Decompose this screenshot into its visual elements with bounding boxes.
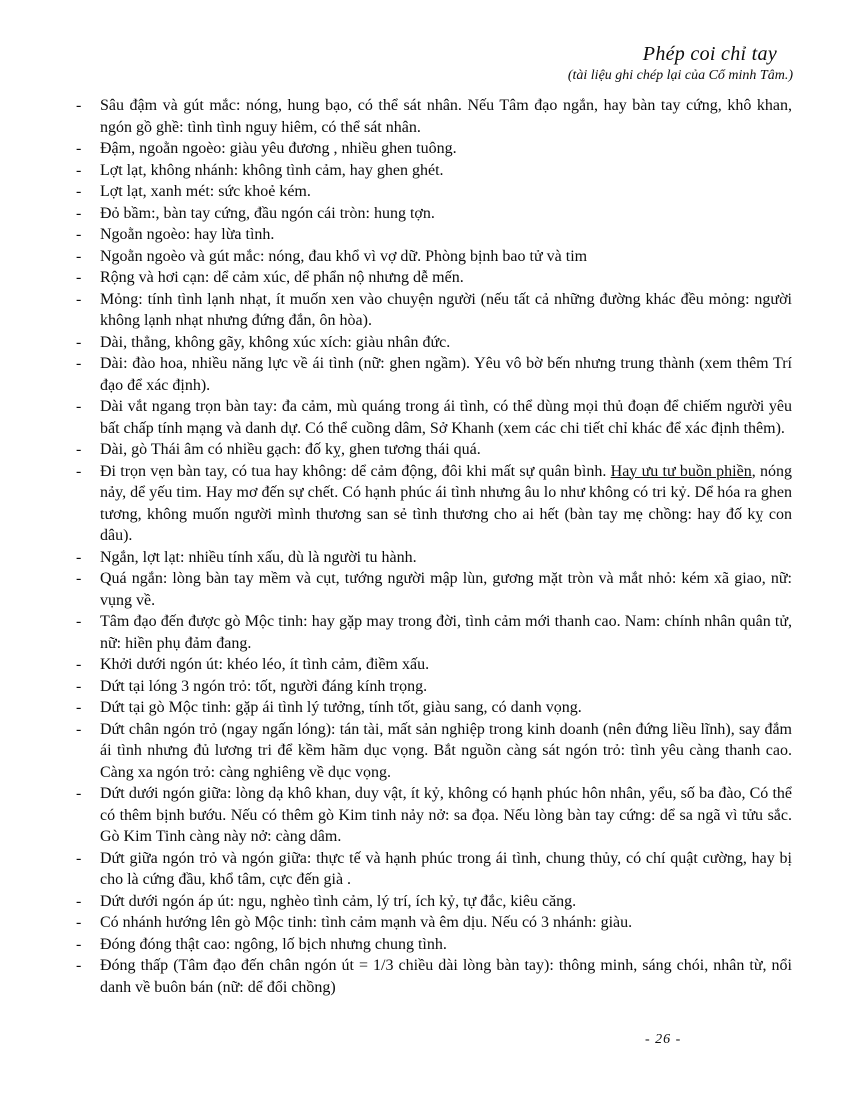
bullet-dash: -	[76, 269, 82, 286]
bullet-dash: -	[76, 183, 82, 200]
list-item-text	[100, 183, 311, 200]
bullet-dash: -	[76, 720, 82, 738]
text-segment: Dài vắt ngang trọn bàn tay: đa cảm, mù quáng trong ái tình, có thể dùng mọi thủ đoạn để chiếm người yêu bất chấp tính mạng và danh dự. Có thể cuồng dâm, Sở Khanh (xem các chi tiết chỉ khác để xác định thêm).	[100, 398, 792, 437]
document-subtitle: (tài liệu ghi chép lại của Cổ minh Tâm.)	[567, 68, 793, 83]
text-segment: Tâm đạo đến được gò Mộc tinh: hay gặp may trong đời, tình cảm mới thanh cao. Nam: chính nhân quân tử, nữ: hiền phụ đảm đang.	[100, 613, 792, 652]
list-item	[76, 332, 792, 354]
list-item	[76, 461, 792, 547]
text-segment: Ngắn, lợt lạt: nhiều tính xấu, dù là người tu hành.	[100, 548, 417, 566]
text-segment: Dứt giữa ngón trỏ và ngón giữa: thực tế và hạnh phúc trong ái tình, chung thủy, có chí quật cường, hay bị cho là cứng đầu, khổ tâm, cực đến già .	[100, 849, 792, 888]
text-segment: Dứt tại lóng 3 ngón trỏ: tốt, người đáng kính trọng.	[100, 677, 428, 695]
bullet-dash: -	[76, 398, 82, 415]
list-item-text	[100, 699, 582, 716]
list-item-text	[100, 226, 274, 243]
document-body	[76, 95, 792, 998]
list-item	[76, 439, 792, 461]
underlined-text-segment: Hay ưu tư buồn phiền	[610, 462, 752, 480]
bullet-dash: -	[76, 656, 82, 673]
list-item-text	[100, 248, 587, 265]
list-item-text	[100, 850, 792, 889]
bullet-dash: -	[76, 355, 82, 372]
text-segment: Đi trọn vẹn bàn tay, có tua hay không: dể cảm động, đôi khi mất sự quân bình.	[100, 462, 611, 480]
bullet-dash: -	[76, 290, 82, 308]
list-item	[76, 955, 792, 998]
list-item-text	[100, 398, 792, 437]
text-segment: Dài, thẳng, không gãy, không xúc xích: giàu nhân đức.	[100, 333, 451, 351]
list-item-text	[100, 334, 450, 351]
text-segment: Ngoằn ngoèo và gút mắc: nóng, đau khổ vì vợ dữ. Phòng bịnh bao tử và tim	[100, 247, 588, 265]
bullet-dash: -	[76, 441, 82, 458]
list-item	[76, 611, 792, 654]
text-segment: Đóng thấp (Tâm đạo đến chân ngón út = 1/3 chiều dài lòng bàn tay): thông minh, sáng chói, nhân từ, nổi danh về buôn bán (nữ: dể đổi chồng)	[100, 957, 792, 996]
list-item	[76, 719, 792, 784]
text-segment: Rộng và hơi cạn: dể cảm xúc, dể phẩn nộ nhưng dễ mến.	[100, 269, 464, 286]
list-item-text	[100, 97, 792, 136]
text-segment: Sâu đậm và gút mắc: nóng, hung bạo, có thể sát nhân. Nếu Tâm đạo ngắn, hay bàn tay cứng, khô khan, ngón gồ ghề: tình tình nguy hiêm, có thể sát nhân.	[100, 97, 792, 136]
list-item	[76, 547, 792, 569]
bullet-dash: -	[76, 892, 82, 910]
list-item	[76, 697, 792, 719]
list-item-text	[100, 269, 464, 286]
bullet-dash: -	[76, 935, 82, 953]
list-item	[76, 267, 792, 289]
text-segment: Quá ngắn: lòng bàn tay mềm và cụt, tướng người mập lùn, gương mặt tròn và mắt nhỏ: kém xã giao, nữ: vụng về.	[100, 570, 792, 609]
text-segment: Dài: đào hoa, nhiều năng lực về ái tình (nữ: ghen ngầm). Yêu vô bờ bến nhưng trung thành (xem thêm Trí đạo để xác định).	[100, 355, 792, 394]
bullet-dash: -	[76, 548, 82, 566]
list-item-text	[100, 140, 457, 157]
list-item	[76, 224, 792, 246]
bullet-dash: -	[76, 333, 82, 351]
bullet-dash: -	[76, 785, 82, 802]
list-item-text	[100, 914, 632, 931]
text-segment: Dứt dưới ngón áp út: ngu, nghèo tình cảm, lý trí, ích kỷ, tự đắc, kiêu căng.	[100, 892, 577, 910]
text-segment: Đậm, ngoằn ngoèo: giàu yêu đương , nhiều ghen tuông.	[100, 140, 457, 157]
bullet-dash: -	[76, 849, 82, 867]
bullet-dash: -	[76, 699, 82, 716]
list-item	[76, 203, 792, 225]
list-item-text	[100, 162, 444, 179]
bullet-dash: -	[76, 677, 82, 695]
bullet-dash: -	[76, 226, 82, 243]
list-item	[76, 912, 792, 934]
list-item	[76, 676, 792, 698]
bullet-dash: -	[76, 570, 82, 587]
list-item-text	[100, 549, 417, 566]
list-item	[76, 160, 792, 182]
list-item-text	[100, 463, 792, 545]
list-item	[76, 396, 792, 439]
list-item-text	[100, 678, 427, 695]
text-segment: Đóng đóng thật cao: ngông, lố bịch nhưng chung tình.	[100, 935, 447, 953]
list-item-text	[100, 893, 576, 910]
list-item-text	[100, 441, 481, 458]
text-segment: Dứt chân ngón trỏ (ngay ngấn lóng): tán tài, mất sản nghiệp trong kinh doanh (nên đứng liều lĩnh), say đắm ái tình nhưng đủ lương tri để kềm hãm dục vọng. Bắt nguồn càng sát ngón trỏ: tình yêu càng thanh cao. Càng xa ngón trỏ: càng nghiêng về dục vọng.	[100, 720, 792, 781]
list-item-text	[100, 613, 792, 652]
list-item	[76, 138, 792, 160]
text-segment: Khởi dưới ngón út: khéo léo, ít tình cảm, điềm xấu.	[100, 656, 430, 673]
list-item-text	[100, 721, 792, 781]
list-item-text	[100, 205, 435, 222]
list-item	[76, 848, 792, 891]
text-segment: Lợt lạt, xanh mét: sức khoẻ kém.	[100, 183, 311, 200]
text-segment: Ngoằn ngoèo: hay lừa tình.	[100, 226, 275, 243]
list-item	[76, 783, 792, 848]
bullet-dash: -	[76, 140, 82, 157]
text-segment: Mỏng: tính tình lạnh nhạt, ít muốn xen vào chuyện người (nếu tất cả những đường khác đều mỏng: người không lạnh nhạt nhưng đứng đắn, ôn hòa).	[100, 290, 792, 329]
page-header	[568, 42, 793, 85]
list-item-text	[100, 957, 792, 996]
list-item	[76, 353, 792, 396]
list-item-text	[100, 785, 792, 845]
bullet-dash: -	[76, 462, 82, 480]
list-item-text	[100, 936, 447, 953]
list-item	[76, 95, 792, 138]
bullet-list	[76, 95, 792, 998]
list-item	[76, 246, 792, 268]
text-segment: , nóng nảy, dể yếu tim. Hay mơ đến sự chết. Có hạnh phúc ái tình nhưng âu lo như không có tri kỷ. Dể hóa ra ghen tương, không muốn người mình thương san sẻ tình thương cho ai hết (bàn tay mẹ chồng: hay đố kỵ con dâu).	[100, 462, 792, 544]
bullet-dash: -	[76, 97, 82, 114]
list-item-text	[100, 355, 792, 394]
list-item	[76, 568, 792, 611]
bullet-dash: -	[76, 161, 82, 179]
list-item	[76, 891, 792, 913]
list-item-text	[100, 656, 429, 673]
bullet-dash: -	[76, 613, 82, 630]
text-segment: Dài, gò Thái âm có nhiều gạch: đố kỵ, ghen tương thái quá.	[100, 441, 481, 458]
document-title: Phép coi chỉ tay	[642, 43, 777, 65]
bullet-dash: -	[76, 204, 82, 222]
list-item-text	[100, 570, 792, 609]
text-segment: Dứt tại gò Mộc tinh: gặp ái tình lý tưởng, tính tốt, giàu sang, có danh vọng.	[100, 699, 582, 716]
text-segment: Dứt dưới ngón giữa: lòng dạ khô khan, duy vật, ít kỷ, không có hạnh phúc hôn nhân, yểu, số ba đào, Có thể có thêm bịnh bướu. Nếu có thêm gò Kim tinh nảy nở: sa đọa. Nếu lòng bàn tay cứng: dể sa ngã vì tửu sắc. Gò Kim Tinh càng này nở: càng dâm.	[100, 785, 792, 845]
text-segment: Đỏ bầm:, bàn tay cứng, đầu ngón cái tròn: hung tợn.	[100, 204, 435, 222]
bullet-dash: -	[76, 247, 82, 265]
page-number: - 26 -	[645, 1032, 682, 1047]
bullet-dash: -	[76, 957, 82, 974]
list-item	[76, 934, 792, 956]
list-item	[76, 181, 792, 203]
list-item	[76, 289, 792, 332]
bullet-dash: -	[76, 914, 82, 931]
list-item-text	[100, 291, 792, 330]
list-item	[76, 654, 792, 676]
text-segment: Có nhánh hướng lên gò Mộc tinh: tình cảm mạnh và êm dịu. Nếu có 3 nhánh: giàu.	[100, 914, 633, 931]
text-segment: Lợt lạt, không nhánh: không tình cảm, hay ghen ghét.	[100, 161, 444, 179]
